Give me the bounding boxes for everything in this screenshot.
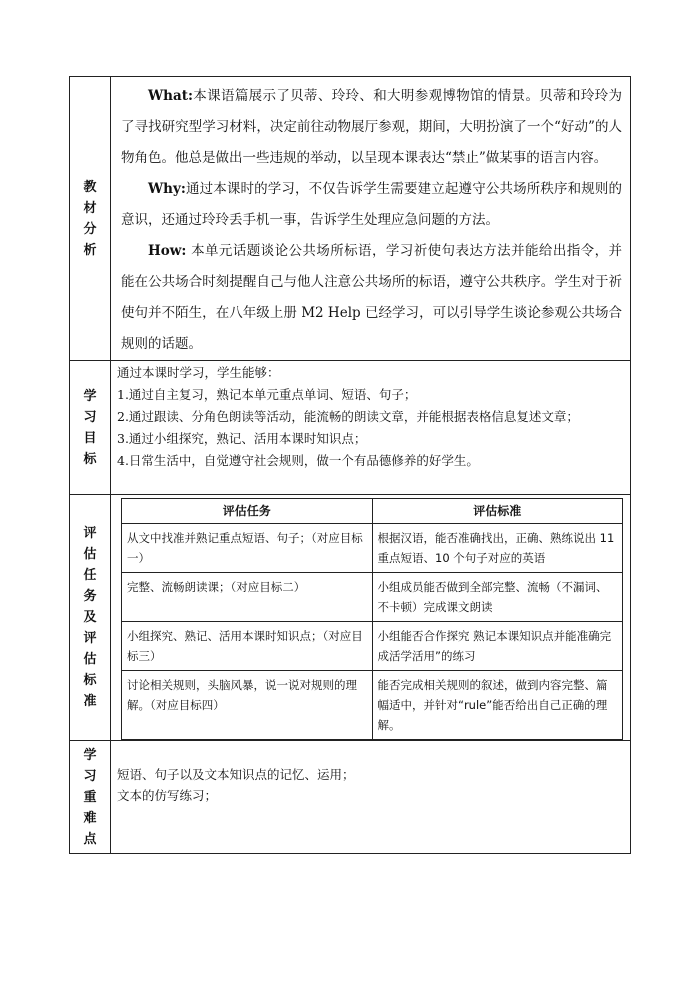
- task-cell: 小组探究、熟记、活用本课时知识点；（对应目标三）: [122, 622, 373, 671]
- header-standard: 评估标准: [372, 499, 623, 524]
- lesson-plan-table: [69, 76, 631, 854]
- table-row: [122, 524, 623, 573]
- what-paragraph: What:本课语篇展示了贝蒂、玲玲、和大明参观博物馆的情景。贝蒂和玲玲为了寻找研究型学习材料，决定前往动物展厅参观，期间，大明扮演了一个“好动”的人物角色。他总是做出一些违规的举动，以呈现本课表达“禁止”做某事的语言内容。: [121, 88, 622, 166]
- task-cell: 讨论相关规则，头脑风暴，说一说对规则的理解。（对应目标四）: [122, 671, 373, 740]
- learning-goals-row: [70, 361, 631, 495]
- task-cell: 完整、流畅朗读课；（对应目标二）: [122, 573, 373, 622]
- assessment-header: [122, 499, 623, 524]
- key-point-line: 短语、句子以及文本知识点的记忆、运用；: [117, 767, 355, 782]
- why-paragraph: Why:通过本课时的学习，不仅告诉学生需要建立起遵守公共场所秩序和规则的意识，还通过玲玲丢手机一事，告诉学生处理应急问题的方法。: [121, 181, 622, 228]
- table-row: [122, 573, 623, 622]
- material-analysis-label: 教 材 分 析: [70, 77, 111, 361]
- key-points-content: [111, 741, 631, 854]
- standard-cell: 能否完成相关规则的叙述，做到内容完整、篇幅适中，并针对“rule”能否给出自己正确的理解。: [372, 671, 623, 740]
- standard-cell: 小组成员能否做到全部完整、流畅（不漏词、不卡顿）完成课文朗读: [372, 573, 623, 622]
- assessment-label: 评 估 任 务 及 评 估 标 准: [70, 495, 111, 741]
- key-points-label: 学 习 重 难 点: [70, 741, 111, 854]
- assessment-row: [70, 495, 631, 741]
- goal-line: 通过本课时学习，学生能够：: [117, 365, 280, 380]
- key-point-line: 文本的仿写练习；: [117, 788, 218, 803]
- how-paragraph: How: 本单元话题谈论公共场所标语，学习祈使句表达方法并能给出指令，并能在公共场合时刻提醒自己与他人注意公共场所的标语，遵守公共秩序。学生对于祈使句并不陌生，在八年级上册 M2 Help 已经学习，可以引导学生谈论参观公共场合规则的话题。: [121, 243, 622, 352]
- material-analysis-content: [111, 77, 631, 361]
- goal-line: 3.通过小组探究，熟记、活用本课时知识点；: [117, 431, 367, 446]
- task-cell: 从文中找准并熟记重点短语、句子；（对应目标一）: [122, 524, 373, 573]
- learning-goals-content: [111, 361, 631, 495]
- key-points-row: [70, 741, 631, 854]
- assessment-content: [111, 495, 631, 741]
- learning-goals-label: 学 习 目 标: [70, 361, 111, 495]
- goal-line: 4.日常生活中，自觉遵守社会规则，做一个有品德修养的好学生。: [117, 453, 479, 468]
- goal-line: 2.通过跟读、分角色朗读等活动，能流畅的朗读文章，并能根据表格信息复述文章；: [117, 409, 579, 424]
- standard-cell: 根据汉语，能否准确找出，正确、熟练说出 11 重点短语、10 个句子对应的英语: [372, 524, 623, 573]
- table-row: [122, 622, 623, 671]
- table-row: [122, 671, 623, 740]
- goal-line: 1.通过自主复习，熟记本单元重点单词、短语、句子；: [117, 387, 417, 402]
- assessment-table: [121, 498, 623, 740]
- material-analysis-row: [70, 77, 631, 361]
- standard-cell: 小组能否合作探究 熟记本课知识点并能准确完成活学活用”的练习: [372, 622, 623, 671]
- header-task: 评估任务: [122, 499, 373, 524]
